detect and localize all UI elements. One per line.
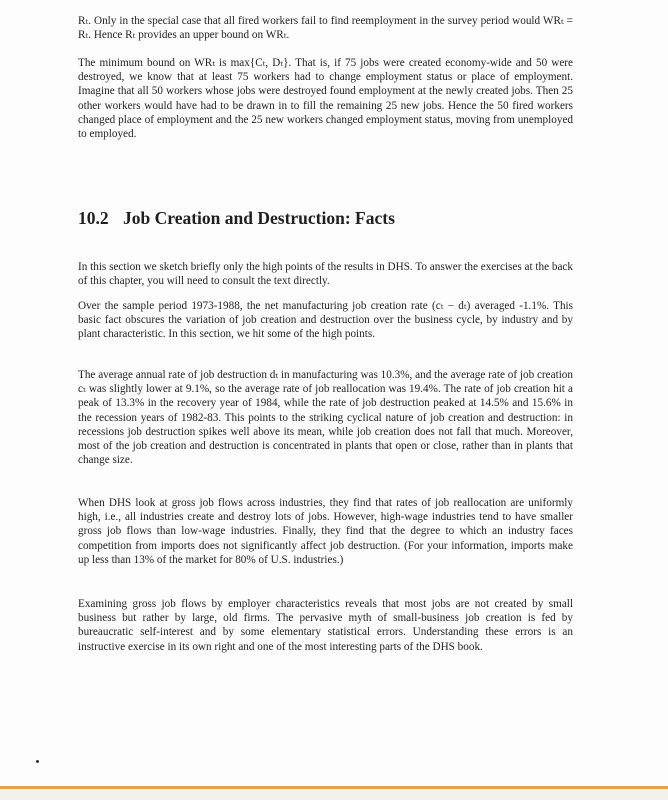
paragraph-average-rates: The average annual rate of job destruction dₜ in manufacturing was 10.3%, and the average rate of job creation cₜ was slightly lower at 9.1%, so the average rate of job reallocation was 19.4%. The rate of job creation hit a peak of 13.3% in the recovery year of 1984, while the rate of job destruction peaked at 14.5% and 15.6% in the recession years of 1982-83. This points to the striking cyclical nature of job creation and destruction: in recessions job destruction spikes well above its mean, while job creation does not fall that much. Moreover, most of the job creation and destruction is concentrated in plants that open or close, rather than in plants that change size. xyxy=(78,369,573,467)
paragraph-sample-period: Over the sample period 1973-1988, the net manufacturing job creation rate (cₜ − dₜ) averaged -1.1%. This basic fact obscures the variation of job creation and destruction over the business cycle, by industry and by plant characteristic. In this section, we hit some of the high points. xyxy=(78,300,573,341)
footer-band xyxy=(0,789,668,800)
paragraph-minimum-bound: The minimum bound on WRₜ is max{Cₜ, Dₜ}. That is, if 75 jobs were created economy-wide and 50 were destroyed, we know that at least 75 workers had to change employment status or place of employment. Imagine that all 50 workers whose jobs were destroyed found employment at the newly created jobs. Then 25 other workers would have had to be drawn in to fill the remaining 25 new jobs. Hence the 50 fired workers changed place of employment and the 25 new workers changed employment status, moving from unemployed to employed. xyxy=(78,57,573,141)
section-number: 10.2 xyxy=(78,208,109,228)
paragraph-industries: When DHS look at gross job flows across industries, they find that rates of job reallocation are uniformly high, i.e., all industries create and destroy lots of jobs. However, high-wage industries tend to have smaller gross job flows than low-wage industries. Finally, they find that the degree to which an industry faces competition from imports does not significantly affect job destruction. (For your information, imports make up less than 13% of the market for 80% of U.S. industries.) xyxy=(78,497,573,566)
section-title: Job Creation and Destruction: Facts xyxy=(123,208,395,228)
paragraph-employer-characteristics: Examining gross job flows by employer characteristics reveals that most jobs are not created by small business but rather by large, old firms. The pervasive myth of small-business job creation is fed by bureaucratic self-interest and by some elementary statistical errors. Understanding these errors is an instructive exercise in its own right and one of the most interesting parts of the DHS book. xyxy=(78,598,573,653)
paragraph-upper-bound: Rₜ. Only in the special case that all fired workers fail to find reemployment in the survey period would WRₜ = Rₜ. Hence Rₜ provides an upper bound on WRₜ. xyxy=(78,15,573,42)
section-heading xyxy=(78,208,395,229)
paragraph-intro: In this section we sketch briefly only the high points of the results in DHS. To answer the exercises at the back of this chapter, you will need to consult the text directly. xyxy=(78,261,573,288)
page-marker-dot xyxy=(36,760,39,763)
